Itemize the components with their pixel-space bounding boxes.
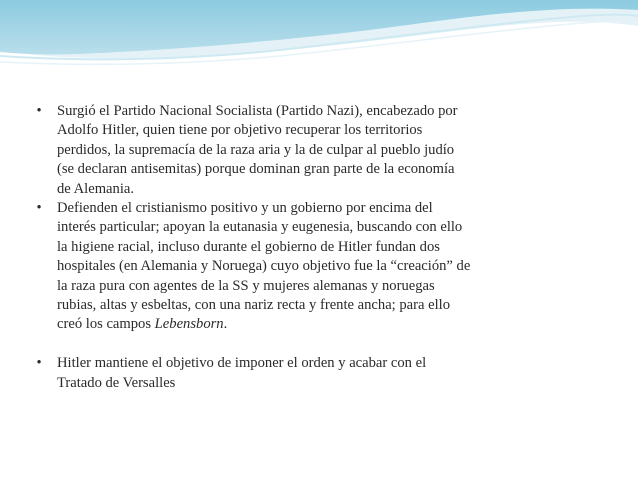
bullet-line-suffix: . xyxy=(223,316,228,333)
bullet-marker: • xyxy=(36,103,42,119)
bullet-line: perdidos, la supremacía de la raza aria y la de culpar al pueblo judío xyxy=(57,141,455,158)
bullet-line: la higiene racial, incluso durante el gobierno de Hitler fundan dos xyxy=(57,238,440,255)
header-wave-decoration xyxy=(0,0,638,80)
bullet-line: interés particular; apoyan la eutanasia y eugenesia, buscando con ello xyxy=(57,219,463,236)
bullet-item xyxy=(33,199,563,335)
bullet-line: la raza pura con agentes de la SS y mujeres alemanas y noruegas xyxy=(57,277,435,294)
bullet-marker: • xyxy=(36,355,42,372)
paragraph-spacer xyxy=(33,335,563,354)
bullet-line: (se declaran antisemitas) porque dominan gran parte de la economía xyxy=(57,161,455,178)
bullet-line: Hitler mantiene el objetivo de imponer el orden y acabar con el xyxy=(57,355,427,372)
bullet-line: rubias, altas y esbeltas, con una nariz recta y frente ancha; para ello xyxy=(57,297,451,314)
bullet-line: Adolfo Hitler, quien tiene por objetivo recuperar los territorios xyxy=(57,122,423,139)
lebensborn-emphasis: Lebensborn xyxy=(154,316,224,333)
bullet-line: hospitales (en Alemania y Noruega) cuyo objetivo fue la “creación” de xyxy=(57,258,471,275)
bullet-item xyxy=(33,102,563,199)
bullet-item xyxy=(33,354,563,393)
bullet-line xyxy=(57,315,563,334)
bullet-marker: • xyxy=(36,200,42,217)
bullet-line: Defienden el cristianismo positivo y un gobierno por encima del xyxy=(57,200,433,217)
bullet-line: Surgió el Partido Nacional Socialista (Partido Nazi), encabezado por xyxy=(57,103,458,119)
bullet-line-prefix: creó los campos xyxy=(57,316,155,333)
bullet-line: de Alemania. xyxy=(57,180,134,197)
bullet-line: Tratado de Versalles xyxy=(57,374,176,391)
slide-body xyxy=(33,102,563,393)
